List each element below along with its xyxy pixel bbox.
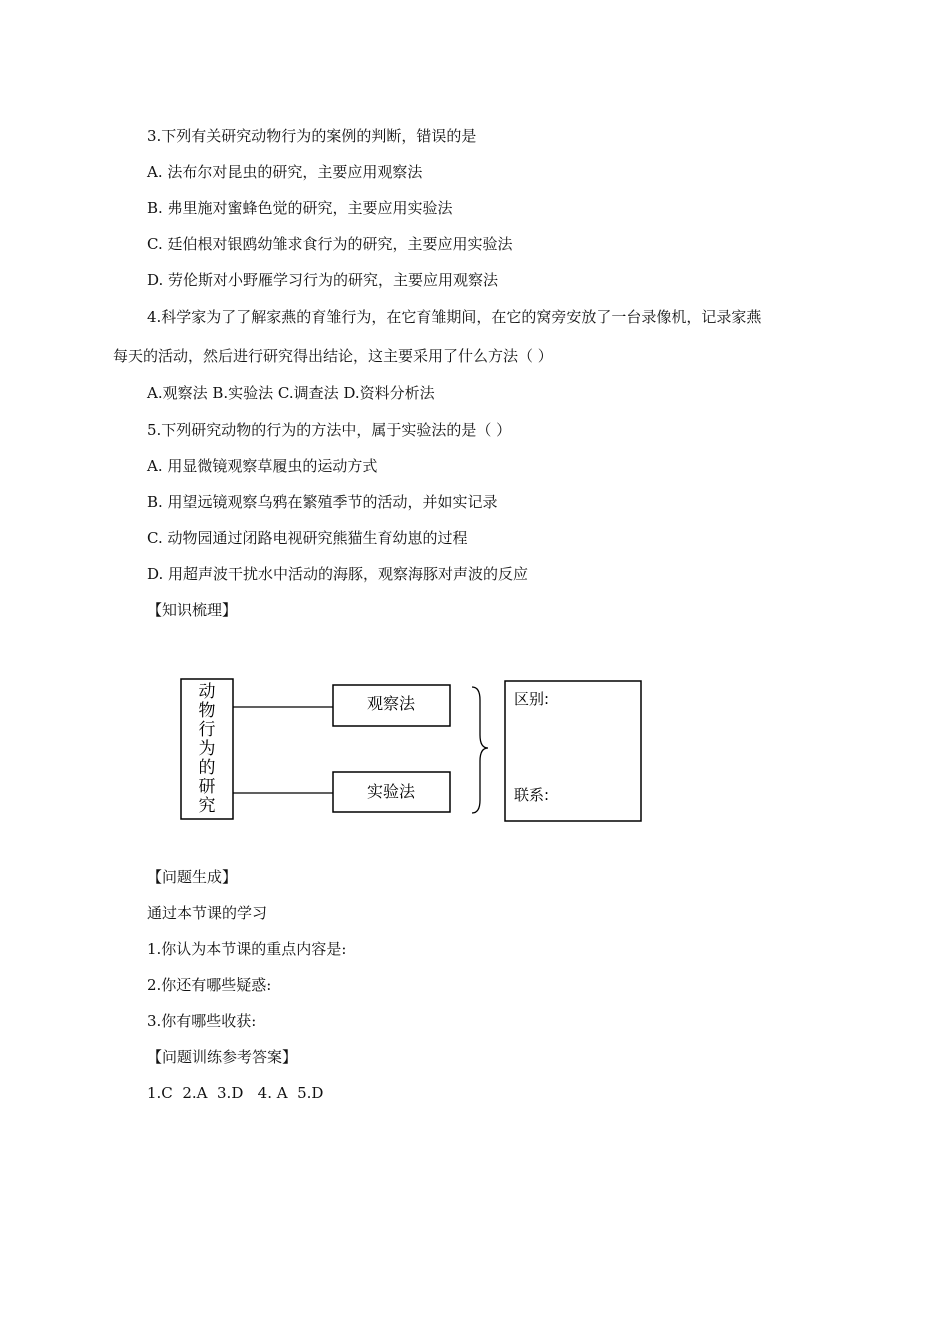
root-char: 动: [198, 682, 216, 702]
root-char: 究: [198, 796, 216, 816]
method-label-observation: 观察法: [366, 694, 416, 713]
answers-text: 1.C 2.A 3.D 4. A 5.D: [147, 1084, 324, 1102]
question-3-option-d: D. 劳伦斯对小野雁学习行为的研究，主要应用观察法: [147, 271, 499, 289]
root-box: [181, 679, 233, 819]
question-4-stem-line-1: 4.科学家为了了解家燕的育雏行为，在它育雏期间，在它的窝旁安放了一台录像机，记录家燕: [147, 308, 762, 326]
root-char: 研: [198, 777, 216, 797]
root-char: 物: [198, 701, 216, 721]
question-4-stem-line-2: 每天的活动，然后进行研究得出结论，这主要采用了什么方法（ ）: [113, 347, 553, 365]
problem-item-3: 3.你有哪些收获:: [147, 1012, 257, 1030]
question-5-stem: 5.下列研究动物的行为的方法中，属于实验法的是（ ）: [147, 421, 512, 439]
method-box-observation: [333, 685, 450, 726]
method-box-experiment: [333, 772, 450, 812]
question-5-option-a: A. 用显微镜观察草履虫的运动方式: [147, 457, 378, 475]
summary-box: [505, 681, 641, 821]
problem-intro: 通过本节课的学习: [147, 904, 268, 922]
root-char: 为: [198, 739, 216, 759]
problem-heading: 【问题生成】: [147, 868, 238, 886]
summary-label-difference: 区别:: [514, 690, 550, 708]
root-label: [199, 682, 216, 816]
root-char: 的: [198, 758, 216, 778]
summary-label-connection: 联系:: [514, 786, 550, 804]
problem-item-1: 1.你认为本节课的重点内容是:: [147, 940, 347, 958]
curly-brace: [472, 687, 488, 813]
question-5-option-d: D. 用超声波干扰水中活动的海豚，观察海豚对声波的反应: [147, 565, 529, 583]
question-3-option-b: B. 弗里施对蜜蜂色觉的研究，主要应用实验法: [147, 199, 453, 217]
method-label-experiment: 实验法: [366, 782, 416, 801]
question-5-option-b: B. 用望远镜观察乌鸦在繁殖季节的活动，并如实记录: [147, 493, 498, 511]
question-3-option-a: A. 法布尔对昆虫的研究，主要应用观察法: [147, 163, 423, 181]
knowledge-heading: 【知识梳理】: [147, 601, 238, 619]
question-3-stem: 3.下列有关研究动物行为的案例的判断，错误的是: [147, 127, 477, 145]
question-4-options: A.观察法 B.实验法 C.调查法 D.资料分析法: [147, 384, 435, 402]
answers-heading: 【问题训练参考答案】: [147, 1048, 298, 1066]
question-5-option-c: C. 动物园通过闭路电视研究熊猫生育幼崽的过程: [147, 529, 468, 547]
root-char: 行: [198, 720, 216, 740]
question-3-option-c: C. 廷伯根对银鸥幼雏求食行为的研究，主要应用实验法: [147, 235, 513, 253]
problem-item-2: 2.你还有哪些疑惑:: [147, 976, 272, 994]
